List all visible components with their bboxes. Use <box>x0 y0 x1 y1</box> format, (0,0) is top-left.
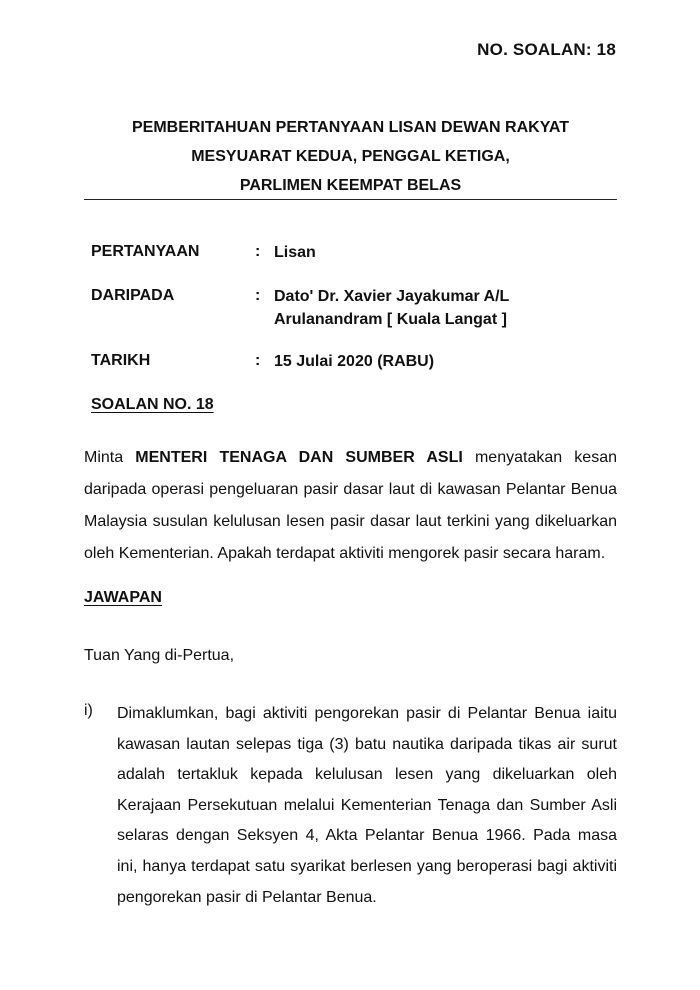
answer-item-line: adalah tertakluk kepada kelulusan lesen yang dikeluarkan oleh <box>117 766 617 784</box>
answer-item-line: ini, hanya terdapat satu syarikat berlesen yang beroperasi bagi aktiviti <box>117 857 617 875</box>
answer-item-line: selaras dengan Seksyen 4, Akta Pelantar Benua 1966. Pada masa <box>117 827 617 845</box>
tarikh-value: 15 Julai 2020 (RABU) <box>274 353 435 370</box>
document-title <box>84 113 617 200</box>
question-intro: Minta <box>84 449 124 466</box>
question-paragraph <box>84 442 617 570</box>
question-minister: MENTERI TENAGA DAN SUMBER ASLI <box>135 449 463 466</box>
answer-item-line: kawasan lautan selepas tiga (3) batu nautika daripada tikas air surut <box>117 735 617 753</box>
soalan-heading: SOALAN NO. 18 <box>91 396 214 413</box>
title-line-1: PEMBERITAHUAN PERTANYAAN LISAN DEWAN RAKYAT <box>131 119 570 136</box>
jawapan-heading: JAWAPAN <box>84 589 162 606</box>
daripada-value <box>274 285 509 331</box>
question-line-3: Malaysia susulan kelulusan lesen pasir dasar laut terkini yang dikeluarkan <box>84 513 617 530</box>
daripada-colon: : <box>255 287 261 304</box>
pertanyaan-colon: : <box>255 243 261 260</box>
answer-item-line: Dimaklumkan, bagi aktiviti pengorekan pasir di Pelantar Benua iaitu <box>117 705 617 722</box>
daripada-label: DARIPADA <box>91 287 175 304</box>
answer-item-marker: i) <box>84 702 93 719</box>
answer-greeting: Tuan Yang di-Pertua, <box>84 647 235 664</box>
question-line-2: daripada operasi pengeluaran pasir dasar laut di kawasan Pelantar Benua <box>84 481 617 498</box>
question-line-1-rest: menyatakan kesan <box>474 449 617 466</box>
tarikh-colon: : <box>255 352 261 369</box>
answer-item-line: pengorekan pasir di Pelantar Benua. <box>117 888 377 906</box>
title-line-3: PARLIMEN KEEMPAT BELAS <box>239 177 462 194</box>
answer-item-line: Kerajaan Persekutuan melalui Kementerian Tenaga dan Sumber Asli <box>117 796 617 814</box>
question-line-4: oleh Kementerian. Apakah terdapat aktiviti mengorek pasir secara haram. <box>84 545 606 562</box>
title-line-2: MESYUARAT KEDUA, PENGGAL KETIGA, <box>191 148 510 165</box>
tarikh-label: TARIKH <box>91 352 151 369</box>
daripada-value-line-1: Dato' Dr. Xavier Jayakumar A/L <box>274 288 510 305</box>
question-line-1 <box>84 442 617 474</box>
answer-item-body <box>117 699 617 913</box>
title-divider <box>84 199 617 200</box>
pertanyaan-label: PERTANYAAN <box>91 243 200 260</box>
question-number: NO. SOALAN: 18 <box>477 40 616 59</box>
daripada-value-line-2: Arulanandram [ Kuala Langat ] <box>274 311 507 328</box>
pertanyaan-value: Lisan <box>274 244 316 261</box>
